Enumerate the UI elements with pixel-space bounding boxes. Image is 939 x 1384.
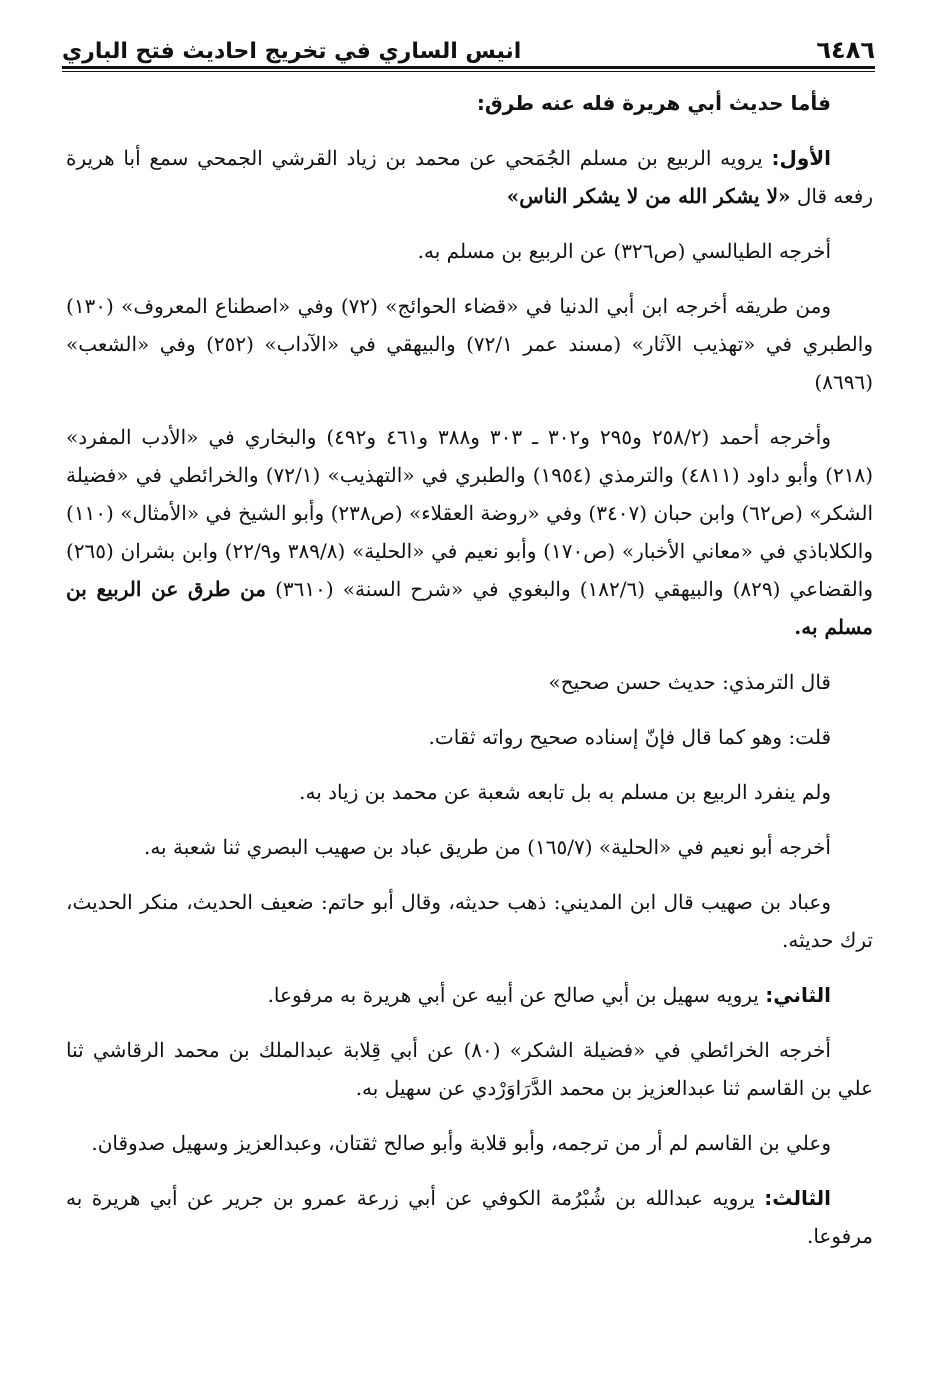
paragraph-mutaba: ولم ينفرد الربيع بن مسلم به بل تابعه شعبة عن محمد بن زياد به. [299, 780, 831, 804]
page-body [66, 84, 873, 1272]
paragraph-bold-tail: من طرق عن الربيع بن مسلم به. [66, 577, 873, 639]
section-heading: فأما حديث أبي هريرة فله عنه طرق: [476, 91, 831, 115]
paragraph-kharaiti: أخرجه الخرائطي في «فضيلة الشكر» (٨٠) عن أبي قِلابة عبدالملك بن محمد الرقاشي ثنا علي بن القاسم ثنا عبدالعزيز بن محمد الدَّرَاوَرْدي عن سهيل به. [66, 1038, 873, 1100]
paragraph-abu-nuaym: أخرجه أبو نعيم في «الحلية» (١٦٥/٧) من طريق عباد بن صهيب البصري ثنا شعبة به. [143, 835, 831, 859]
route-label-second: الثاني: [765, 983, 831, 1007]
paragraph-narrator-grading: وعلي بن القاسم لم أر من ترجمه، وأبو قلابة وأبو صالح ثقتان، وعبدالعزيز وسهيل صدوقان. [91, 1131, 831, 1155]
hadith-quote: «لا يشكر الله من لا يشكر الناس» [506, 184, 791, 208]
paragraph-third-route [66, 1179, 873, 1255]
page-number: ٦٤٨٦ [816, 36, 875, 64]
paragraph-tirmidhi-verdict: قال الترمذي: حديث حسن صحيح» [548, 670, 831, 694]
paragraph-text: يرويه عبدالله بن شُبْرُمة الكوفي عن أبي زرعة عمرو بن جرير عن أبي هريرة به مرفوعا. [66, 1186, 873, 1248]
page-header [62, 24, 875, 64]
paragraph-second-route [66, 976, 873, 1014]
paragraph-tayalisi: أخرجه الطيالسي (ص٣٢٦) عن الربيع بن مسلم به. [417, 239, 831, 263]
paragraph-abbad: وعباد بن صهيب قال ابن المديني: ذهب حديثه، وقال أبو حاتم: ضعيف الحديث، منكر الحديث، ترك حديثه. [66, 890, 873, 952]
route-label-third: الثالث: [764, 1186, 831, 1210]
paragraph-first-route [66, 139, 873, 215]
paragraph-author-comment: قلت: وهو كما قال فإنّ إسناده صحيح رواته ثقات. [428, 725, 831, 749]
paragraph-ahmad [66, 418, 873, 646]
paragraph-text: وأخرجه أحمد (٢٥٨/٢ و٢٩٥ و٣٠٢ ـ ٣٠٣ و٣٨٨ و٤٦١ و٤٩٢) والبخاري في «الأدب المفرد» (٢١٨) وأبو داود (٤٨١١) والترمذي (١٩٥٤) والطبري في «التهذيب» (٧٢/١) والخرائطي في «فضيلة الشكر» (ص٦٢) وابن حبان (٣٤٠٧) وفي «روضة العقلاء» (ص٢٣٨) وأبو الشيخ في «الأمثال» (١١٠) والكلاباذي في «معاني الأخبار» (ص١٧٠) وأبو نعيم في «الحلية» (٣٨٩/٨ و٢٢/٩) وابن بشران (٢٦٥) والقضاعي (٨٢٩) والبيهقي (١٨٢/٦) والبغوي في «شرح السنة» (٣٦١٠) [66, 425, 873, 601]
running-title: انيس الساري في تخريج احاديث فتح الباري [62, 39, 522, 64]
header-rule [62, 66, 875, 72]
route-label-first: الأول: [771, 146, 831, 170]
paragraph-text: يرويه الربيع بن مسلم الجُمَحي عن محمد بن زياد القرشي الجمحي سمع أبا هريرة رفعه قال [66, 146, 873, 208]
paragraph-ibn-abi-dunya: ومن طريقه أخرجه ابن أبي الدنيا في «قضاء الحوائج» (٧٢) وفي «اصطناع المعروف» (١٣٠) والطبري في «تهذيب الآثار» (مسند عمر ٧٢/١) والبيهقي في «الآداب» (٢٥٢) وفي «الشعب» (٨٦٩٦) [66, 294, 873, 394]
paragraph-text: يرويه سهيل بن أبي صالح عن أبيه عن أبي هريرة به مرفوعا. [267, 983, 766, 1007]
